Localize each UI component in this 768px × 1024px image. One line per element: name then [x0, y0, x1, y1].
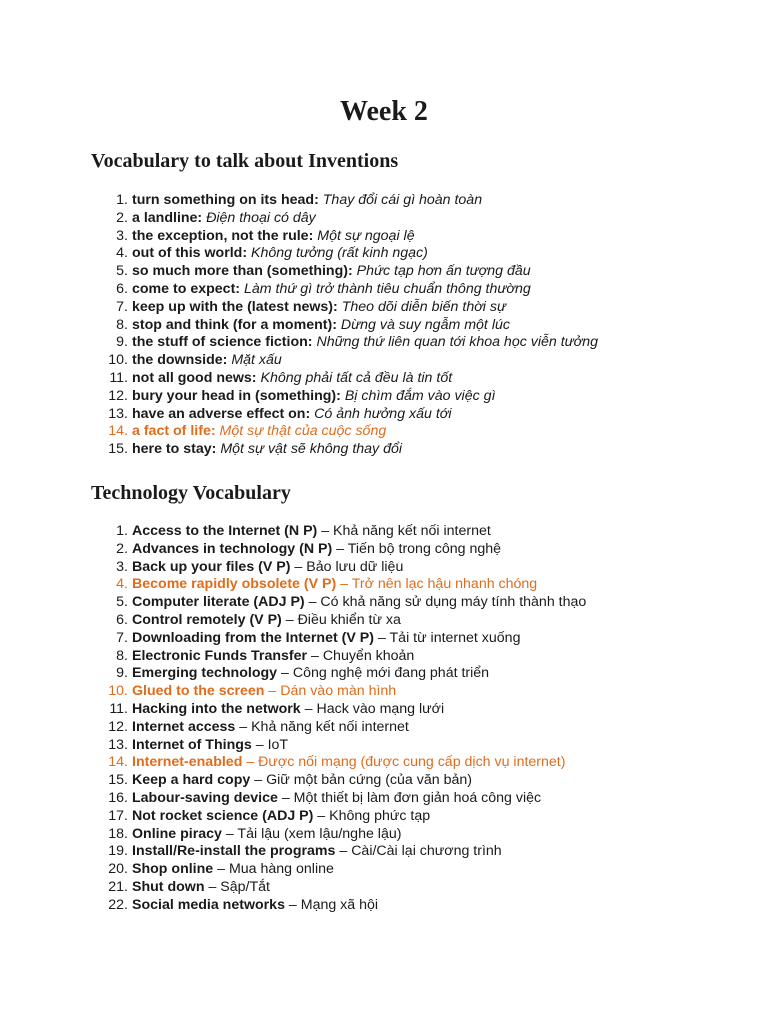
vocab-definition: – Tiến bộ trong công nghệ [336, 540, 502, 557]
vocab-item-highlighted [0, 683, 586, 701]
vocab-term: Glued to the screen [132, 683, 265, 700]
item-number: 5. [116, 594, 128, 611]
vocab-item [0, 648, 586, 666]
vocab-item [0, 281, 598, 299]
vocab-definition: Bị chìm đắm vào việc gì [344, 387, 496, 404]
vocab-definition: – Công nghệ mới đang phát triển [281, 665, 490, 682]
vocab-definition: – Không phức tạp [317, 807, 431, 824]
vocab-item [0, 559, 586, 577]
item-number: 8. [116, 316, 128, 333]
vocab-definition: – Được nối mạng (được cung cấp dịch vụ internet) [246, 754, 566, 771]
section-heading-inventions: Vocabulary to talk about Inventions [91, 150, 399, 172]
vocab-item [0, 612, 586, 630]
vocab-term: Advances in technology (N P) [132, 540, 333, 557]
vocab-definition: – Cài/Cài lại chương trình [339, 843, 502, 860]
vocab-definition: Những thứ liên quan tới khoa học viễn tưởng [316, 334, 599, 351]
item-number: 15. [108, 441, 128, 458]
vocab-definition: – Trở nên lạc hậu nhanh chóng [340, 576, 538, 593]
vocab-term: Access to the Internet (N P) [132, 523, 318, 539]
item-number: 2. [116, 209, 128, 226]
vocab-definition: – Tải từ internet xuống [377, 629, 521, 646]
vocab-item [0, 352, 598, 370]
item-number: 10. [108, 352, 128, 369]
vocab-term: Install/Re-install the programs [132, 843, 336, 860]
vocab-item [0, 594, 586, 612]
vocab-definition: Một sự thật của cuộc sống [219, 423, 387, 440]
vocab-item [0, 719, 586, 737]
vocab-term: stop and think (for a moment): [132, 316, 337, 333]
vocab-term: out of this world: [132, 245, 248, 262]
item-number: 7. [116, 629, 128, 646]
item-number: 7. [116, 298, 128, 315]
vocab-term: here to stay: [132, 441, 217, 458]
vocab-item [0, 630, 586, 648]
item-number: 8. [116, 647, 128, 664]
vocab-item [0, 406, 598, 424]
technology-vocabulary-list [0, 523, 586, 915]
item-number: 11. [109, 369, 128, 386]
vocab-definition: – Một thiết bị làm đơn giản hoá công việc [281, 789, 542, 806]
vocab-term: Internet-enabled [132, 754, 243, 771]
item-number: 14. [108, 423, 128, 440]
vocab-term: a fact of life: [132, 423, 216, 440]
vocab-item [0, 334, 598, 352]
vocab-term: a landline: [132, 209, 203, 226]
vocab-term: have an adverse effect on: [132, 405, 311, 422]
vocab-item [0, 192, 598, 210]
vocab-item [0, 665, 586, 683]
vocab-term: keep up with the (latest news): [132, 298, 338, 315]
vocab-definition: Một sự ngoại lệ [317, 227, 415, 244]
page-title: Week 2 [340, 96, 428, 127]
vocab-term: Back up your files (V P) [132, 558, 291, 575]
vocab-term: Keep a hard copy [132, 772, 251, 789]
item-number: 12. [108, 718, 128, 735]
vocab-item [0, 879, 586, 897]
vocab-term: Hacking into the network [132, 700, 301, 717]
item-number: 6. [116, 280, 128, 297]
item-number: 10. [108, 683, 128, 700]
item-number: 3. [116, 558, 128, 575]
vocab-definition: Có ảnh hưởng xấu tới [314, 405, 452, 422]
vocab-term: Shop online [132, 861, 214, 878]
vocab-item [0, 388, 598, 406]
vocab-item [0, 245, 598, 263]
vocab-term: Become rapidly obsolete (V P) [132, 576, 337, 593]
section-heading-technology: Technology Vocabulary [91, 482, 291, 504]
item-number: 1. [116, 192, 128, 208]
inventions-vocabulary-list [0, 192, 598, 459]
vocab-definition: – Mua hàng online [217, 861, 334, 878]
vocab-item [0, 263, 598, 281]
vocab-definition: – Có khả năng sử dụng máy tính thành thạo [308, 594, 587, 611]
vocab-term: Electronic Funds Transfer [132, 647, 308, 664]
vocab-term: Shut down [132, 878, 205, 895]
vocab-term: turn something on its head: [132, 192, 319, 208]
vocab-item [0, 897, 586, 915]
item-number: 4. [116, 245, 128, 262]
vocab-definition: – Mạng xã hội [288, 896, 379, 913]
item-number: 16. [108, 789, 128, 806]
vocab-definition: – Tải lậu (xem lậu/nghe lậu) [225, 825, 402, 842]
item-number: 9. [116, 665, 128, 682]
vocab-term: bury your head in (something): [132, 387, 341, 404]
vocab-definition: Điện thoại có dây [206, 209, 316, 226]
item-number: 9. [116, 334, 128, 351]
item-number: 2. [116, 540, 128, 557]
vocab-term: Computer literate (ADJ P) [132, 594, 305, 611]
item-number: 3. [116, 227, 128, 244]
vocab-item [0, 523, 586, 541]
vocab-item [0, 370, 598, 388]
vocab-term: the downside: [132, 352, 228, 369]
vocab-item [0, 843, 586, 861]
item-number: 12. [108, 387, 128, 404]
vocab-term: Online piracy [132, 825, 222, 842]
vocab-definition: Theo dõi diễn biến thời sự [341, 298, 506, 315]
item-number: 11. [109, 700, 128, 717]
vocab-definition: – Bảo lưu dữ liệu [294, 558, 404, 575]
vocab-definition: Phức tạp hơn ấn tượng đầu [356, 263, 531, 280]
vocab-definition: Dừng và suy ngẫm một lúc [340, 316, 510, 333]
vocab-term: not all good news: [132, 369, 257, 386]
vocab-term: Social media networks [132, 896, 285, 913]
vocab-item [0, 701, 586, 719]
vocab-item [0, 299, 598, 317]
vocab-definition: Thay đổi cái gì hoàn toàn [322, 192, 483, 208]
item-number: 15. [108, 772, 128, 789]
vocab-term: Downloading from the Internet (V P) [132, 629, 374, 646]
vocab-definition: – Điều khiển từ xa [285, 611, 401, 628]
item-number: 17. [108, 807, 128, 824]
vocab-term: Control remotely (V P) [132, 611, 282, 628]
vocab-definition: – Dán vào màn hình [268, 683, 397, 700]
vocab-definition: – Chuyển khoản [310, 647, 415, 664]
vocab-term: come to expect: [132, 280, 241, 297]
vocab-term: Internet of Things [132, 736, 252, 753]
vocab-definition: Không tưởng (rất kinh ngạc) [251, 245, 428, 262]
item-number: 13. [108, 405, 128, 422]
item-number: 21. [108, 878, 128, 895]
vocab-item [0, 808, 586, 826]
item-number: 18. [108, 825, 128, 842]
item-number: 6. [116, 611, 128, 628]
vocab-definition: Không phải tất cả đều là tin tốt [260, 369, 453, 386]
vocab-term: so much more than (something): [132, 263, 353, 280]
vocab-item [0, 541, 586, 559]
vocab-item-highlighted [0, 576, 586, 594]
vocab-item [0, 441, 598, 459]
vocab-definition: – Khả năng kết nối internet [321, 523, 491, 539]
item-number: 1. [116, 523, 128, 539]
vocab-definition: Làm thứ gì trở thành tiêu chuẩn thông thường [243, 280, 531, 297]
vocab-item [0, 228, 598, 246]
vocab-definition: – Hack vào mạng lưới [304, 700, 445, 717]
vocab-definition: – IoT [255, 736, 289, 753]
item-number: 4. [116, 576, 128, 593]
vocab-item-highlighted [0, 754, 586, 772]
vocab-term: the stuff of science fiction: [132, 334, 313, 351]
vocab-term: the exception, not the rule: [132, 227, 314, 244]
item-number: 20. [108, 861, 128, 878]
vocab-item [0, 790, 586, 808]
item-number: 13. [108, 736, 128, 753]
vocab-item [0, 737, 586, 755]
vocab-item [0, 772, 586, 790]
vocab-item [0, 317, 598, 335]
vocab-term: Labour-saving device [132, 789, 278, 806]
item-number: 19. [108, 843, 128, 860]
vocab-definition: – Khả năng kết nối internet [239, 718, 409, 735]
vocab-term: Not rocket science (ADJ P) [132, 807, 314, 824]
item-number: 22. [108, 896, 128, 913]
vocab-definition: – Giữ một bản cứng (của văn bản) [254, 772, 472, 789]
item-number: 5. [116, 263, 128, 280]
vocab-item [0, 826, 586, 844]
vocab-definition: – Sập/Tắt [208, 878, 270, 895]
vocab-item [0, 210, 598, 228]
vocab-item [0, 861, 586, 879]
vocab-item-highlighted [0, 423, 598, 441]
vocab-definition: Một sự vật sẽ không thay đổi [220, 441, 403, 458]
vocab-term: Emerging technology [132, 665, 278, 682]
vocab-term: Internet access [132, 718, 236, 735]
item-number: 14. [108, 754, 128, 771]
vocab-definition: Mặt xấu [231, 352, 282, 369]
